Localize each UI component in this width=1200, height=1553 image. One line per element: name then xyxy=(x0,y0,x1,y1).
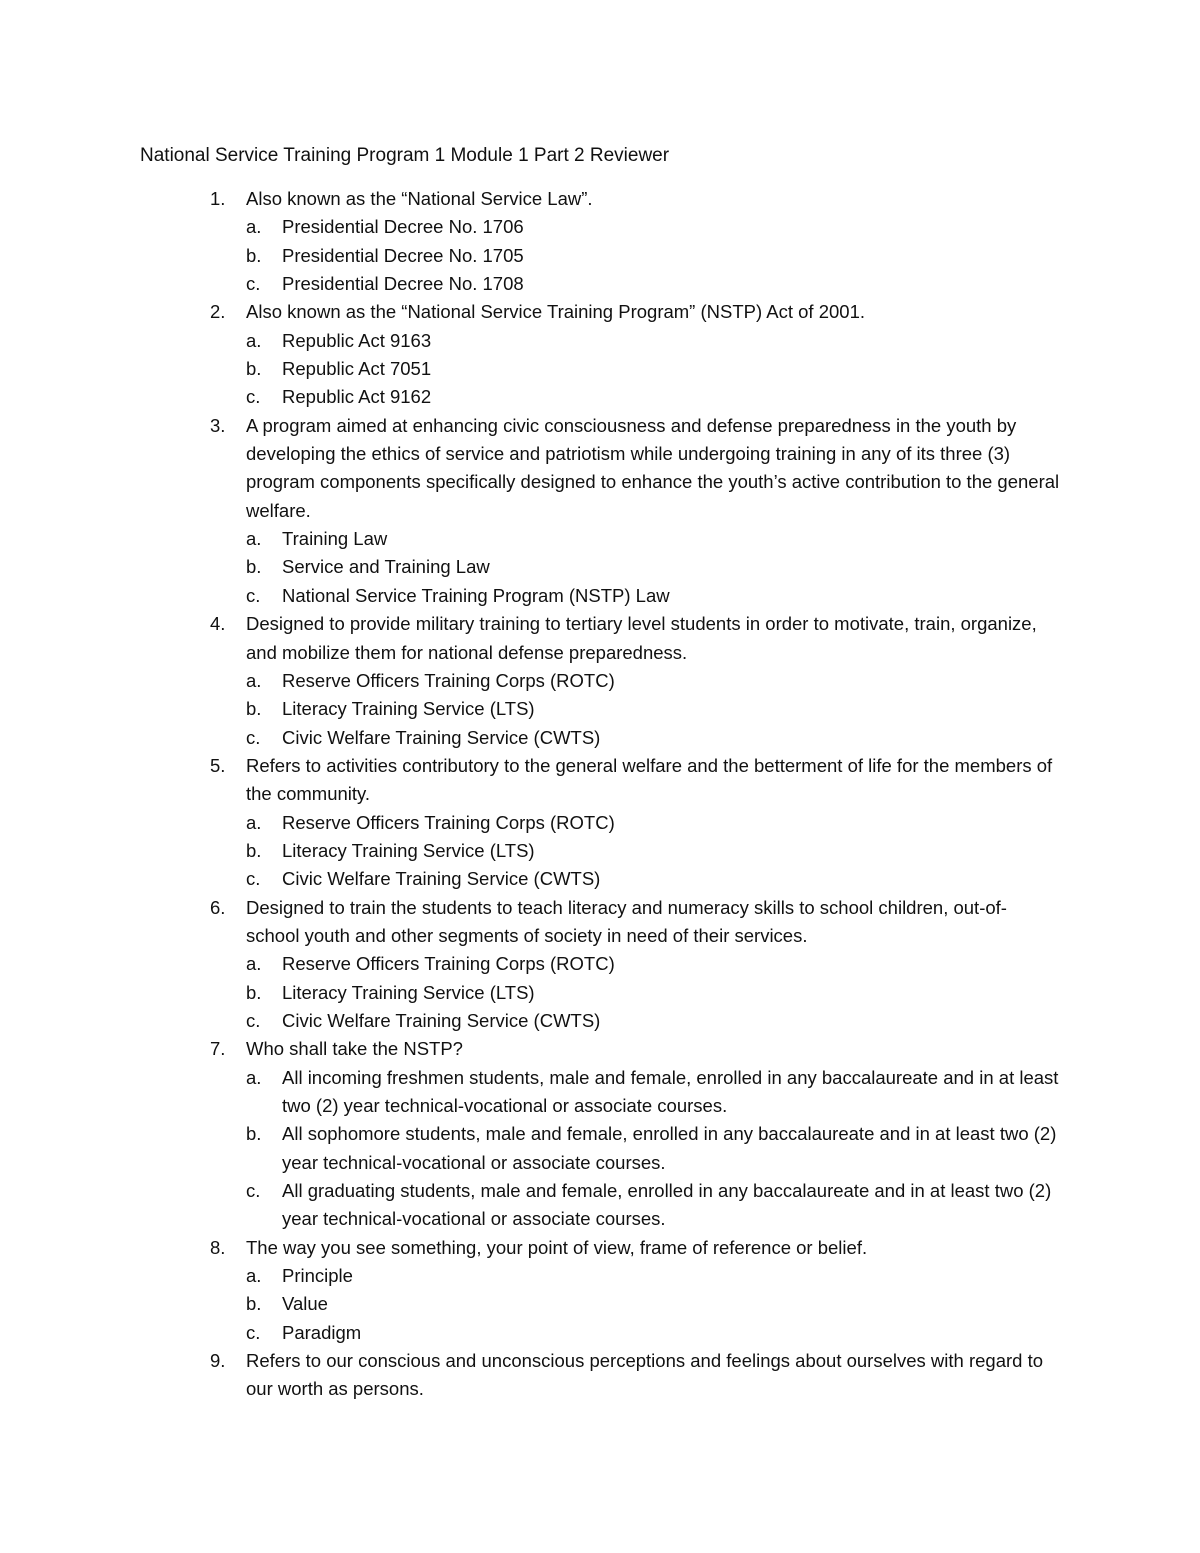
option-text: Civic Welfare Training Service (CWTS) xyxy=(282,726,601,748)
question-text: A program aimed at enhancing civic consciousness and defense preparedness in the youth by developing the ethics of service and patriotism while undergoing training in any of its three (3) program components specifically designed to enhance the youth’s active contribution to the general welfare. xyxy=(246,414,1060,521)
option-letter: a. xyxy=(246,669,262,691)
option-text: Paradigm xyxy=(282,1321,362,1343)
option-text: All sophomore students, male and female, enrolled in any baccalaureate and in at least two (2) year technical-vocational or associate courses. xyxy=(282,1123,1057,1173)
option-item xyxy=(246,1007,1060,1035)
question-number: 3. xyxy=(210,414,226,436)
option-letter: a. xyxy=(246,1066,262,1088)
option-text: All incoming freshmen students, male and female, enrolled in any baccalaureate and in at least two (2) year technical-vocational or associate courses. xyxy=(282,1066,1059,1116)
option-letter: b. xyxy=(246,556,262,578)
question-text: Who shall take the NSTP? xyxy=(246,1038,463,1060)
question-item xyxy=(140,412,1060,610)
option-letter: a. xyxy=(246,953,262,975)
question-item xyxy=(140,894,1060,1036)
option-text: Literacy Training Service (LTS) xyxy=(282,981,535,1003)
document-title: National Service Training Program 1 Module 1 Part 2 Reviewer xyxy=(140,145,670,166)
option-item xyxy=(246,582,1060,610)
option-letter: b. xyxy=(246,1293,262,1315)
option-item xyxy=(246,724,1060,752)
question-number: 1. xyxy=(210,188,226,209)
option-letter: c. xyxy=(246,868,261,890)
question-number: 4. xyxy=(210,613,226,635)
option-text: Principle xyxy=(282,1265,353,1287)
option-letter: a. xyxy=(246,811,262,833)
option-item xyxy=(246,1177,1060,1234)
question-item xyxy=(140,185,1060,298)
question-number: 6. xyxy=(210,896,226,918)
option-text: Literacy Training Service (LTS) xyxy=(282,839,535,861)
option-letter: c. xyxy=(246,273,261,295)
option-item xyxy=(246,950,1060,978)
option-text: Civic Welfare Training Service (CWTS) xyxy=(282,1009,601,1031)
option-text: Republic Act 9162 xyxy=(282,386,432,408)
question-text: Designed to train the students to teach literacy and numeracy skills to school children, out-of-school youth and other segments of society in need of their services. xyxy=(246,896,1007,946)
question-number: 2. xyxy=(210,301,226,323)
option-item xyxy=(246,1120,1060,1177)
option-list xyxy=(246,950,1060,1035)
option-text: Reserve Officers Training Corps (ROTC) xyxy=(282,669,615,691)
option-letter: b. xyxy=(246,1123,262,1145)
option-letter: a. xyxy=(246,329,262,351)
question-item xyxy=(140,752,1060,894)
option-item xyxy=(246,1319,1060,1347)
option-item xyxy=(246,667,1060,695)
option-text: Value xyxy=(282,1293,328,1315)
option-item xyxy=(246,809,1060,837)
question-text: The way you see something, your point of view, frame of reference or belief. xyxy=(246,1236,868,1258)
option-item xyxy=(246,270,1060,298)
option-item xyxy=(246,837,1060,865)
option-letter: b. xyxy=(246,244,262,266)
option-text: Presidential Decree No. 1705 xyxy=(282,244,524,266)
option-text: Reserve Officers Training Corps (ROTC) xyxy=(282,953,615,975)
option-list xyxy=(246,327,1060,412)
option-text: Training Law xyxy=(282,528,388,550)
question-text: Refers to our conscious and unconscious perceptions and feelings about ourselves with regard to our worth as persons. xyxy=(246,1350,1043,1400)
question-number: 7. xyxy=(210,1038,226,1060)
option-text: Republic Act 7051 xyxy=(282,358,432,380)
question-item xyxy=(140,610,1060,752)
option-item xyxy=(246,865,1060,893)
question-number: 9. xyxy=(210,1350,226,1372)
option-letter: c. xyxy=(246,726,261,748)
option-text: Reserve Officers Training Corps (ROTC) xyxy=(282,811,615,833)
option-letter: c. xyxy=(246,1180,261,1202)
option-item xyxy=(246,213,1060,241)
option-item xyxy=(246,327,1060,355)
question-text: Also known as the “National Service Training Program” (NSTP) Act of 2001. xyxy=(246,301,865,323)
question-item xyxy=(140,298,1060,411)
question-number: 5. xyxy=(210,754,226,776)
option-list xyxy=(246,809,1060,894)
option-item xyxy=(246,1290,1060,1318)
question-item xyxy=(140,1234,1060,1347)
option-list xyxy=(246,667,1060,752)
question-item xyxy=(140,1347,1060,1404)
option-list xyxy=(246,213,1060,298)
option-item xyxy=(246,695,1060,723)
option-letter: c. xyxy=(246,1009,261,1031)
option-item xyxy=(246,1064,1060,1121)
question-text: Refers to activities contributory to the general welfare and the betterment of life for the members of the community. xyxy=(246,754,1053,805)
option-item xyxy=(246,525,1060,553)
option-text: All graduating students, male and female, enrolled in any baccalaureate and in at least two (2) year technical-vocational or associate courses. xyxy=(282,1180,1052,1230)
option-list xyxy=(246,525,1060,610)
option-item xyxy=(246,383,1060,411)
question-item xyxy=(140,1035,1060,1233)
option-letter: b. xyxy=(246,698,262,720)
option-list xyxy=(246,1262,1060,1347)
question-text: Also known as the “National Service Law”. xyxy=(246,188,593,209)
question-text: Designed to provide military training to tertiary level students in order to motivate, train, organize, and mobilize them for national defense preparedness. xyxy=(246,613,1037,663)
option-item xyxy=(246,979,1060,1007)
option-text: Civic Welfare Training Service (CWTS) xyxy=(282,868,601,890)
option-letter: a. xyxy=(246,216,262,238)
option-letter: b. xyxy=(246,358,262,380)
option-text: National Service Training Program (NSTP) Law xyxy=(282,584,670,606)
option-letter: c. xyxy=(246,386,261,408)
option-text: Republic Act 9163 xyxy=(282,329,432,351)
question-list xyxy=(140,185,1060,1404)
option-list xyxy=(246,1064,1060,1234)
option-item xyxy=(246,553,1060,581)
question-number: 8. xyxy=(210,1236,226,1258)
option-letter: a. xyxy=(246,528,262,550)
option-letter: c. xyxy=(246,1321,261,1343)
option-letter: b. xyxy=(246,981,262,1003)
option-letter: b. xyxy=(246,839,262,861)
option-text: Presidential Decree No. 1706 xyxy=(282,216,524,238)
option-letter: a. xyxy=(246,1265,262,1287)
option-letter: c. xyxy=(246,584,261,606)
option-text: Presidential Decree No. 1708 xyxy=(282,273,524,295)
option-text: Service and Training Law xyxy=(282,556,490,578)
option-item xyxy=(246,1262,1060,1290)
option-item xyxy=(246,242,1060,270)
option-item xyxy=(246,355,1060,383)
option-text: Literacy Training Service (LTS) xyxy=(282,698,535,720)
